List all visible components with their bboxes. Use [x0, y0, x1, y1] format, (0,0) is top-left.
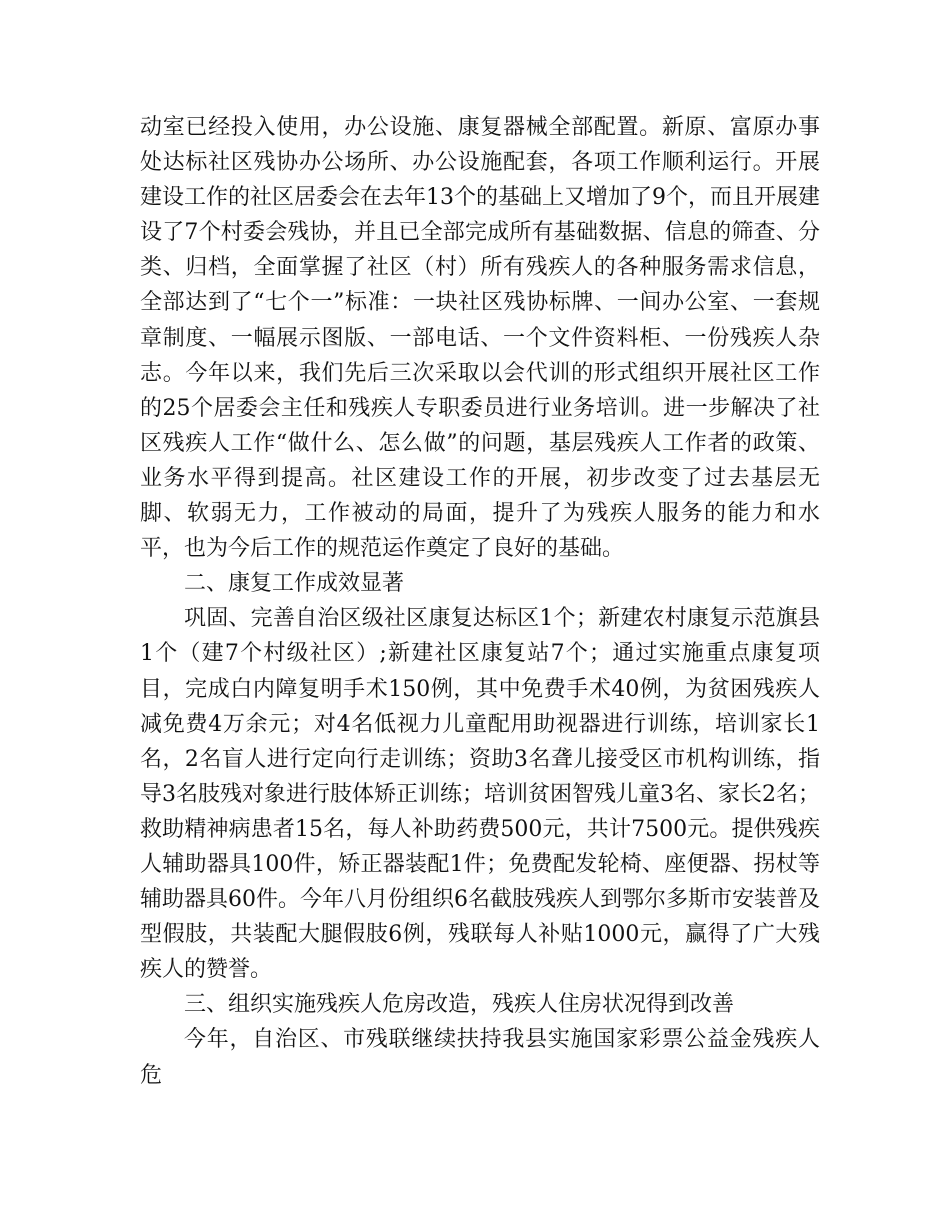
section-heading-rehabilitation: 二、康复工作成效显著 [184, 571, 405, 597]
body-paragraph-rehabilitation: 巩固、完善自治区级社区康复达标区1个；新建农村康复示范旗县1个（建7个村级社区）;新建社区康复站7个；通过实施重点康复项目，完成白内障复明手术150例，其中免费手术40例，为贫困残疾人减免费4万余元；对4名低视力儿童配用助视器进行训练，培训家长1名，2名盲人进行定向行走训练；资助3名聋儿接受区市机构训练，指导3名肢残对象进行肢体矫正训练；培训贫困智残儿童3名、家长2名；救助精神病患者15名，每人补助药费500元，共计7500元。提供残疾人辅助器具100件，矫正器装配1件；免费配发轮椅、座便器、拐杖等辅助器具60件。今年八月份组织6名截肢残疾人到鄂尔多斯市安装普及型假肢，共装配大腿假肢6例，残联每人补贴1000元，赢得了广大残疾人的赞誉。 [140, 606, 820, 983]
section-heading-housing: 三、组织实施残疾人危房改造，残疾人住房状况得到改善 [184, 992, 735, 1018]
body-paragraph-community: 动室已经投入使用，办公设施、康复器械全部配置。新原、富原办事处达标社区残协办公场所、办公设施配套，各项工作顺利运行。开展建设工作的社区居委会在去年13个的基础上又增加了9个，而且开展建设了7个村委会残协，并且已全部完成所有基础数据、信息的筛查、分类、归档，全面掌握了社区（村）所有残疾人的各种服务需求信息，全部达到了“七个一”标准：一块社区残协标牌、一间办公室、一套规章制度、一幅展示图版、一部电话、一个文件资料柜、一份残疾人杂志。今年以来，我们先后三次采取以会代训的形式组织开展社区工作的25个居委会主任和残疾人专职委员进行业务培训。进一步解决了社区残疾人工作“做什么、怎么做”的问题，基层残疾人工作者的政策、业务水平得到提高。社区建设工作的开展，初步改变了过去基层无脚、软弱无力，工作被动的局面，提升了为残疾人服务的能力和水平，也为今后工作的规范运作奠定了良好的基础。 [140, 115, 820, 562]
document-body [140, 110, 820, 1093]
body-paragraph-housing: 今年，自治区、市残联继续扶持我县实施国家彩票公益金残疾人危 [140, 1027, 820, 1088]
